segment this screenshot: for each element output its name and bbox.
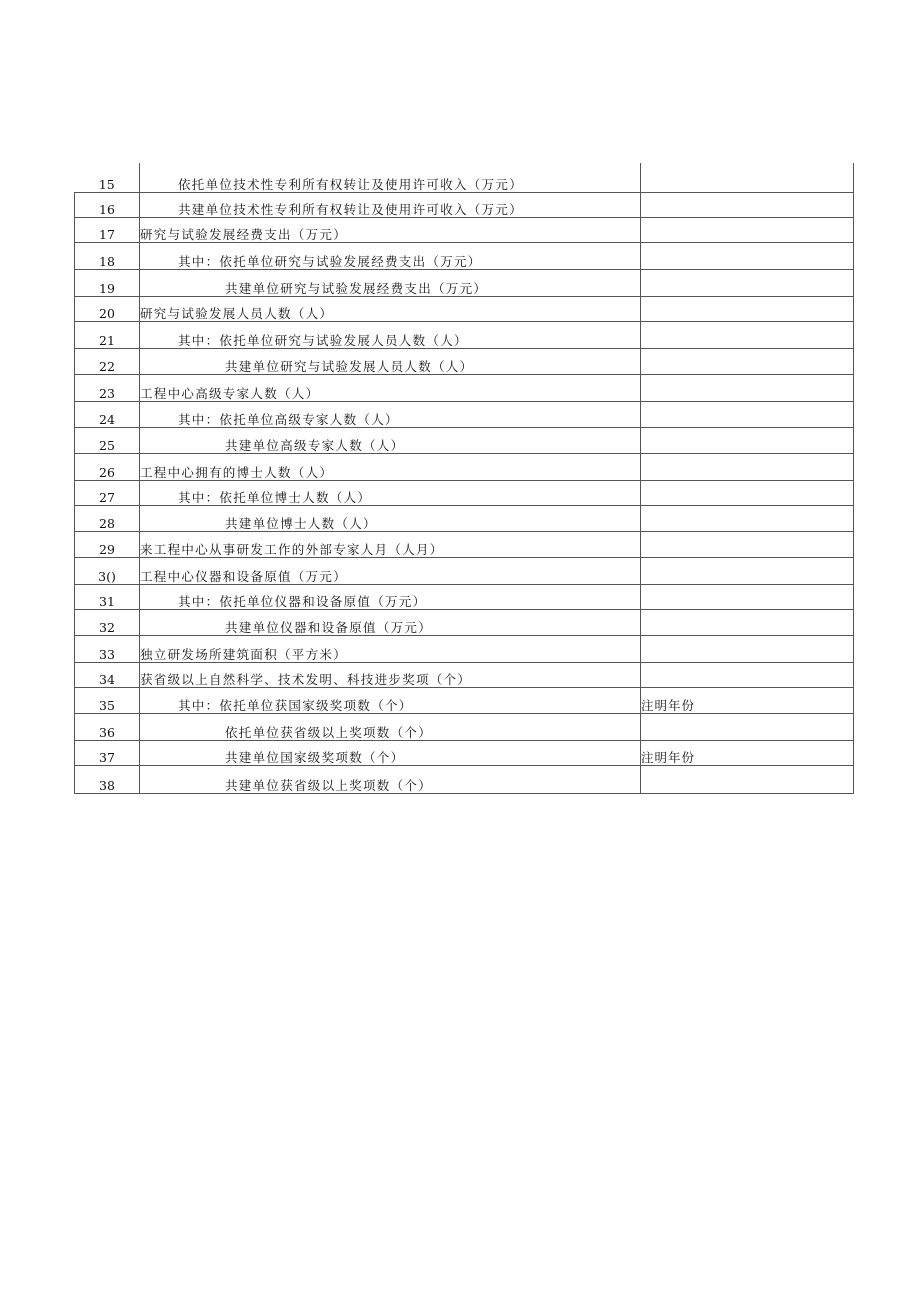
- row-number: 29: [75, 531, 140, 557]
- row-number: 26: [75, 453, 140, 480]
- row-label: 工程中心拥有的博士人数（人）: [140, 453, 641, 480]
- table-row: [75, 584, 854, 609]
- table-row: [75, 163, 854, 192]
- row-label: 其中：依托单位研究与试验发展人员人数（人）: [140, 321, 641, 348]
- row-label: 工程中心仪器和设备原值（万元）: [140, 557, 641, 584]
- row-value-cell: [641, 242, 854, 269]
- row-value-cell: [641, 321, 854, 348]
- row-value-cell: [641, 635, 854, 662]
- row-label: 其中：依托单位仪器和设备原值（万元）: [140, 584, 641, 609]
- table-row: [75, 348, 854, 374]
- row-label: 独立研发场所建筑面积（平方米）: [140, 635, 641, 662]
- row-value-cell: [641, 217, 854, 242]
- row-label: 共建单位高级专家人数（人）: [140, 427, 641, 453]
- row-value-cell: [641, 765, 854, 793]
- row-label: 研究与试验发展经费支出（万元）: [140, 217, 641, 242]
- row-number: 18: [75, 242, 140, 269]
- row-number: 25: [75, 427, 140, 453]
- row-value-cell: [641, 713, 854, 740]
- table-row: [75, 401, 854, 427]
- row-number: 32: [75, 609, 140, 635]
- row-number: 31: [75, 584, 140, 609]
- row-value-cell: [641, 427, 854, 453]
- table-row: [75, 635, 854, 662]
- row-value-cell: [641, 584, 854, 609]
- row-label: 共建单位研究与试验发展人员人数（人）: [140, 348, 641, 374]
- table-row: [75, 687, 854, 713]
- table-row: [75, 505, 854, 531]
- row-label: 其中：依托单位高级专家人数（人）: [140, 401, 641, 427]
- row-label: 共建单位仪器和设备原值（万元）: [140, 609, 641, 635]
- row-note: 注明年份: [641, 740, 854, 765]
- table-row: [75, 296, 854, 321]
- row-number: 22: [75, 348, 140, 374]
- row-label: 其中：依托单位博士人数（人）: [140, 480, 641, 505]
- table-row: [75, 217, 854, 242]
- row-number: 28: [75, 505, 140, 531]
- row-label: 共建单位获省级以上奖项数（个）: [140, 765, 641, 793]
- table-row: [75, 557, 854, 584]
- row-number: 35: [75, 687, 140, 713]
- row-label: 依托单位获省级以上奖项数（个）: [140, 713, 641, 740]
- table-row: [75, 765, 854, 793]
- row-label: 共建单位技术性专利所有权转让及使用许可收入（万元）: [140, 192, 641, 217]
- row-number: 36: [75, 713, 140, 740]
- row-value-cell: [641, 192, 854, 217]
- row-number: 23: [75, 374, 140, 401]
- row-number: 38: [75, 765, 140, 793]
- row-value-cell: [641, 163, 854, 192]
- row-value-cell: [641, 609, 854, 635]
- row-number: 15: [75, 163, 140, 192]
- row-number: 16: [75, 192, 140, 217]
- row-label: 共建单位国家级奖项数（个）: [140, 740, 641, 765]
- row-value-cell: [641, 348, 854, 374]
- row-label: 研究与试验发展人员人数（人）: [140, 296, 641, 321]
- row-value-cell: [641, 453, 854, 480]
- table-row: [75, 242, 854, 269]
- row-value-cell: [641, 531, 854, 557]
- row-label: 来工程中心从事研发工作的外部专家人月（人月）: [140, 531, 641, 557]
- row-value-cell: [641, 662, 854, 687]
- row-value-cell: [641, 374, 854, 401]
- table-row: [75, 427, 854, 453]
- table-row: [75, 480, 854, 505]
- statistics-table: [74, 163, 854, 794]
- row-value-cell: [641, 505, 854, 531]
- table-row: [75, 374, 854, 401]
- table-row: [75, 609, 854, 635]
- row-number: 37: [75, 740, 140, 765]
- row-label: 其中：依托单位获国家级奖项数（个）: [140, 687, 641, 713]
- row-number: 24: [75, 401, 140, 427]
- row-number: 33: [75, 635, 140, 662]
- table-row: [75, 269, 854, 296]
- row-number: 3(): [75, 557, 140, 584]
- table-row: [75, 531, 854, 557]
- table-row: [75, 192, 854, 217]
- row-label: 共建单位研究与试验发展经费支出（万元）: [140, 269, 641, 296]
- table-row: [75, 321, 854, 348]
- row-number: 21: [75, 321, 140, 348]
- row-number: 19: [75, 269, 140, 296]
- table-row: [75, 740, 854, 765]
- table-row: [75, 713, 854, 740]
- row-value-cell: [641, 557, 854, 584]
- row-number: 27: [75, 480, 140, 505]
- row-value-cell: [641, 269, 854, 296]
- table-row: [75, 662, 854, 687]
- row-value-cell: [641, 401, 854, 427]
- row-label: 获省级以上自然科学、技术发明、科技进步奖项（个）: [140, 662, 641, 687]
- row-label: 依托单位技术性专利所有权转让及使用许可收入（万元）: [140, 163, 641, 192]
- row-value-cell: [641, 296, 854, 321]
- row-note: 注明年份: [641, 687, 854, 713]
- row-label: 工程中心高级专家人数（人）: [140, 374, 641, 401]
- row-value-cell: [641, 480, 854, 505]
- row-number: 20: [75, 296, 140, 321]
- row-label: 共建单位博士人数（人）: [140, 505, 641, 531]
- row-number: 34: [75, 662, 140, 687]
- row-label: 其中：依托单位研究与试验发展经费支出（万元）: [140, 242, 641, 269]
- table-row: [75, 453, 854, 480]
- row-number: 17: [75, 217, 140, 242]
